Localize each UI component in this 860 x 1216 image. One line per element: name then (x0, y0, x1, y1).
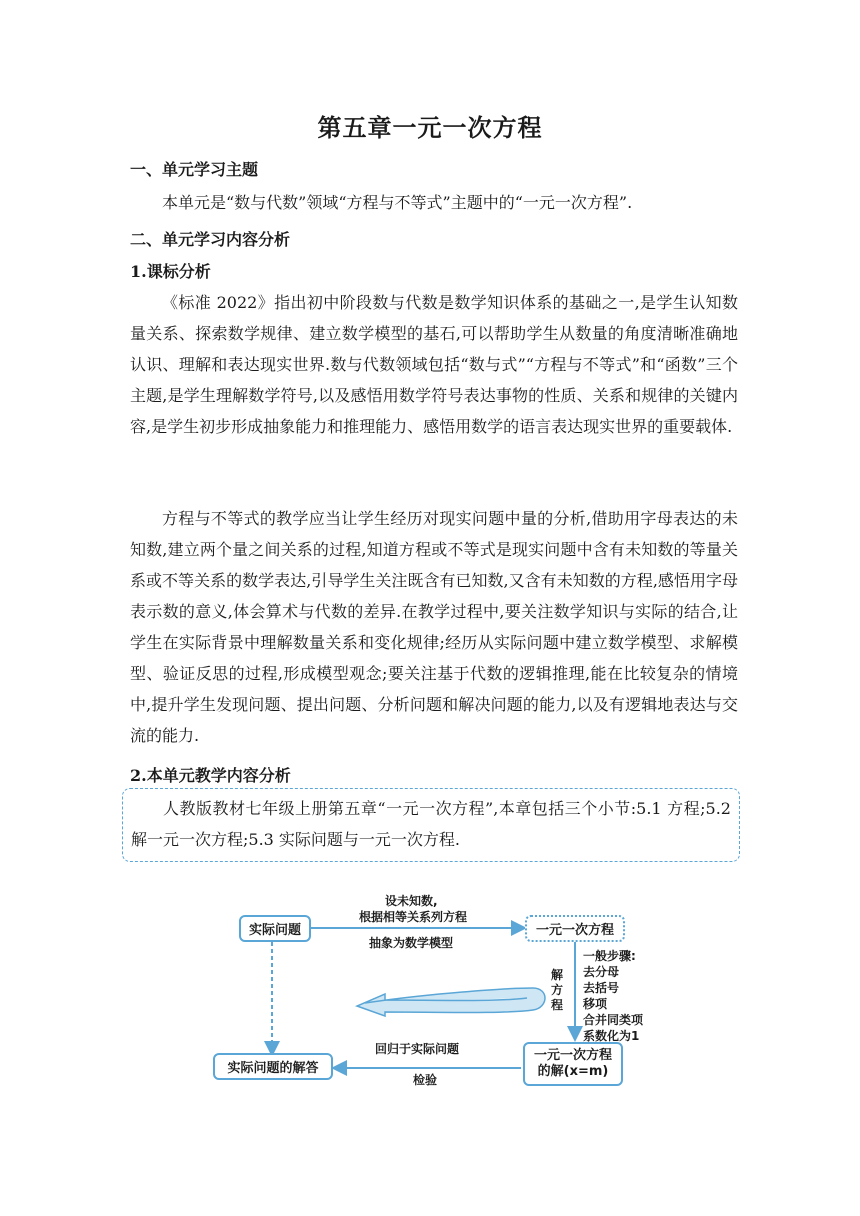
sub2-paragraph: 人教版教材七年级上册第五章“一元一次方程”,本章包括三个小节:5.1 方程;5.2 解一元一次方程;5.3 实际问题与一元一次方程. (131, 799, 731, 849)
step-item: 去括号 (583, 981, 620, 995)
steps-list (583, 948, 643, 1044)
step-title: 一般步骤: (583, 949, 636, 963)
label-set-unknown: 设未知数, (385, 894, 438, 908)
step-item: 移项 (583, 997, 608, 1011)
node-real-problem: 实际问题 (239, 915, 311, 942)
section1-text: 本单元是“数与代数”领域“方程与不等式”主题中的“一元一次方程”. (162, 193, 633, 212)
node-equation: 一元一次方程 (525, 915, 625, 942)
flow-diagram (205, 890, 655, 1090)
label-verify: 检验 (413, 1073, 438, 1087)
label-solve (551, 968, 563, 1013)
sub2-heading: 2.本单元教学内容分析 (130, 766, 291, 785)
content-box (122, 788, 740, 862)
label-solve-2: 方 (551, 983, 564, 997)
label-abstract-model: 抽象为数学模型 (369, 936, 454, 950)
step-item: 合并同类项 (583, 1013, 644, 1027)
section2-heading: 二、单元学习内容分析 (130, 230, 291, 249)
node-solution-line1: 一元一次方程 (533, 1048, 612, 1063)
label-solve-3: 程 (551, 998, 564, 1012)
page-title: 第五章一元一次方程 (317, 113, 543, 142)
step-item: 系数化为1 (583, 1029, 640, 1043)
label-return: 回归于实际问题 (375, 1042, 460, 1056)
sub1-paragraph-1: 《标准 2022》指出初中阶段数与代数是数学知识体系的基础之一,是学生认知数量关系、探索数学规律、建立数学模型的基石,可以帮助学生从数量的角度清晰准确地认识、理解和表达现实世界.数与代数领域包括“数与式”“方程与不等式”和“函数”三个主题,是学生理解数学符号,以及感悟用数学符号表达事物的性质、关系和规律的关键内容,是学生初步形成抽象能力和推理能力、感悟用数学的语言表达现实世界的重要载体. (130, 293, 738, 436)
step-item: 去分母 (583, 965, 620, 979)
label-solve-1: 解 (551, 968, 564, 982)
sub1-paragraph-2: 方程与不等式的教学应当让学生经历对现实问题中量的分析,借助用字母表达的未知数,建立两个量之间关系的过程,知道方程或不等式是现实问题中含有未知数的等量关系或不等关系的数学表达,引导学生关注既含有已知数,又含有未知数的方程,感悟用字母表示数的意义,体会算术与代数的差异.在教学过程中,要关注数学知识与实际的结合,让学生在实际背景中理解数量关系和变化规律;经历从实际问题中建立数学模型、求解模型、验证反思的过程,形成模型观念;要关注基于代数的逻辑推理,能在比较复杂的情境中,提升学生发现问题、提出问题、分析问题和解决问题的能力,以及有逻辑地表达与交流的能力. (130, 509, 738, 745)
node-answer: 实际问题的解答 (213, 1053, 333, 1080)
node-solution-line2: 的解(x=m) (537, 1064, 609, 1079)
feedback-band-arrow (357, 988, 545, 1016)
node-solution (523, 1042, 623, 1086)
label-build-equation: 根据相等关系列方程 (359, 910, 468, 924)
sub1-heading: 1.课标分析 (130, 262, 211, 281)
section1-heading: 一、单元学习主题 (130, 160, 259, 179)
